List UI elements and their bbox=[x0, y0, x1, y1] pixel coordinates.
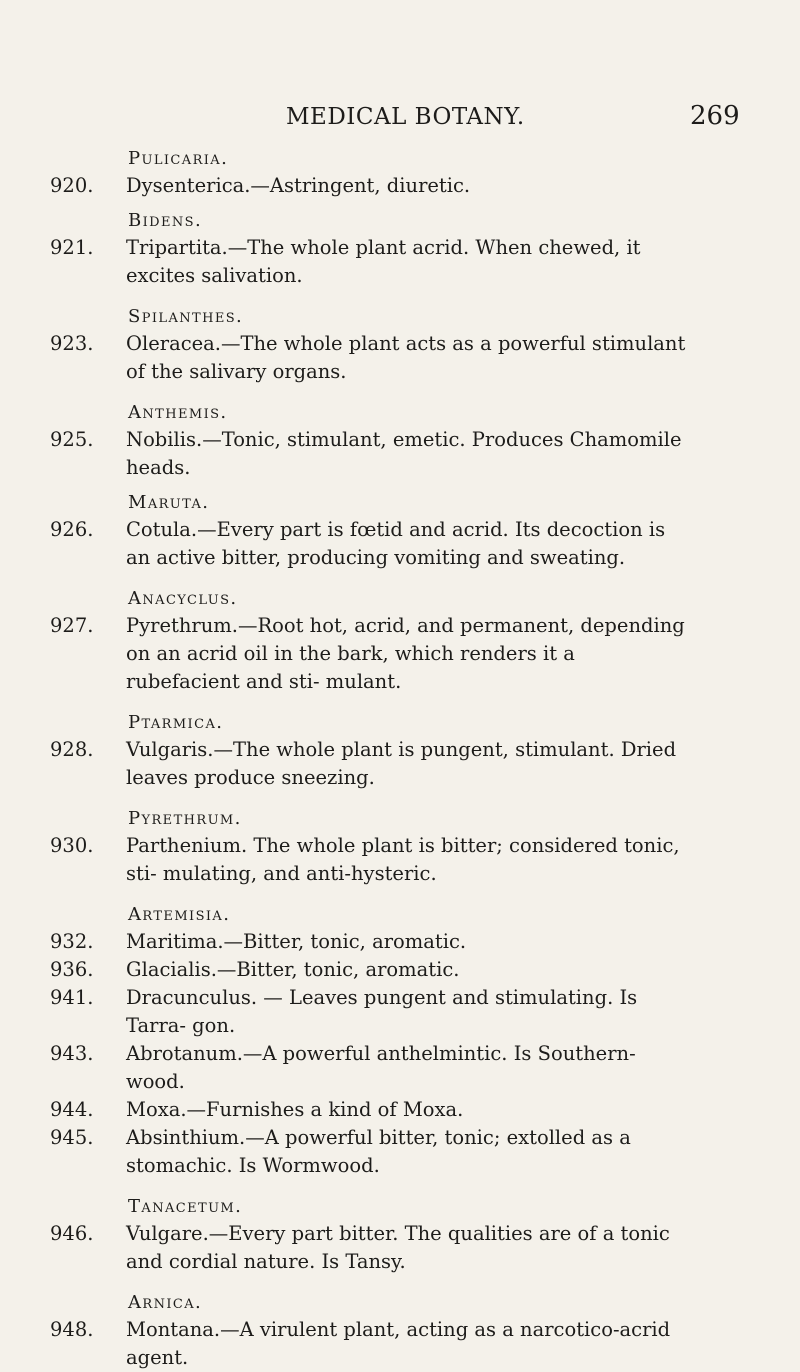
entry-text: Tripartita.—The whole plant acrid. When chewed, it excites salivation. bbox=[126, 236, 641, 287]
entry-number: 944. bbox=[50, 1098, 94, 1121]
section-maruta bbox=[50, 490, 690, 572]
entry-925 bbox=[50, 426, 690, 482]
page-number: 269 bbox=[690, 101, 740, 131]
entry-text: Pyrethrum.—Root hot, acrid, and permanent, depending on an acrid oil in the bark, which renders it a rubefacient and sti- mulant. bbox=[126, 614, 685, 693]
entry-932 bbox=[50, 928, 690, 956]
section-spilanthes bbox=[50, 304, 690, 386]
genus-heading: Anacyclus. bbox=[128, 588, 238, 609]
entry-text: Montana.—A virulent plant, acting as a narcotico-acrid agent. bbox=[126, 1318, 671, 1369]
entry-text: Vulgare.—Every part bitter. The qualities are of a tonic and cordial nature. Is Tansy. bbox=[126, 1222, 670, 1273]
entry-927 bbox=[50, 612, 690, 696]
entry-text: Maritima.—Bitter, tonic, aromatic. bbox=[126, 930, 467, 953]
entry-number: 928. bbox=[50, 738, 94, 761]
section-ptarmica bbox=[50, 710, 690, 792]
entry-number: 945. bbox=[50, 1126, 94, 1149]
entry-text: Abrotanum.—A powerful anthelmintic. Is Southern-wood. bbox=[126, 1042, 636, 1093]
entry-number: 936. bbox=[50, 958, 94, 981]
page-content bbox=[50, 146, 690, 1372]
entry-number: 925. bbox=[50, 428, 94, 451]
entry-948 bbox=[50, 1316, 690, 1372]
genus-heading: Arnica. bbox=[128, 1292, 203, 1313]
section-anacyclus bbox=[50, 586, 690, 696]
section-tanacetum bbox=[50, 1194, 690, 1276]
genus-heading: Spilanthes. bbox=[128, 306, 244, 327]
section-artemisia bbox=[50, 902, 690, 1180]
genus-heading: Pyrethrum. bbox=[128, 808, 242, 829]
genus-heading: Maruta. bbox=[128, 492, 210, 513]
entry-number: 926. bbox=[50, 518, 94, 541]
entry-number: 921. bbox=[50, 236, 94, 259]
entry-text: Nobilis.—Tonic, stimulant, emetic. Produces Chamomile heads. bbox=[126, 428, 682, 479]
entry-number: 930. bbox=[50, 834, 94, 857]
entry-text: Parthenium. The whole plant is bitter; considered tonic, sti- mulating, and anti-hysteric. bbox=[126, 834, 680, 885]
section-pyrethrum bbox=[50, 806, 690, 888]
entry-926 bbox=[50, 516, 690, 572]
genus-heading: Pulicaria. bbox=[128, 148, 229, 169]
entry-944 bbox=[50, 1096, 690, 1124]
section-bidens bbox=[50, 208, 690, 290]
entry-930 bbox=[50, 832, 690, 888]
entry-941 bbox=[50, 984, 690, 1040]
entry-928 bbox=[50, 736, 690, 792]
entry-text: Moxa.—Furnishes a kind of Moxa. bbox=[126, 1098, 464, 1121]
entry-number: 927. bbox=[50, 614, 94, 637]
entry-number: 920. bbox=[50, 174, 94, 197]
genus-heading: Anthemis. bbox=[128, 402, 228, 423]
entry-text: Cotula.—Every part is fœtid and acrid. Its decoction is an active bitter, producing vomiting and sweating. bbox=[126, 518, 666, 569]
entry-923 bbox=[50, 330, 690, 386]
entry-945 bbox=[50, 1124, 690, 1180]
genus-heading: Tanacetum. bbox=[128, 1196, 243, 1217]
section-pulicaria bbox=[50, 146, 690, 200]
entry-number: 946. bbox=[50, 1222, 94, 1245]
entry-text: Vulgaris.—The whole plant is pungent, stimulant. Dried leaves produce sneezing. bbox=[126, 738, 677, 789]
entry-920 bbox=[50, 172, 690, 200]
running-head: MEDICAL BOTANY. bbox=[286, 104, 525, 130]
genus-heading: Ptarmica. bbox=[128, 712, 224, 733]
entry-text: Absinthium.—A powerful bitter, tonic; extolled as a stomachic. Is Wormwood. bbox=[126, 1126, 631, 1177]
entry-number: 923. bbox=[50, 332, 94, 355]
entry-number: 948. bbox=[50, 1318, 94, 1341]
entry-text: Oleracea.—The whole plant acts as a powerful stimulant of the salivary organs. bbox=[126, 332, 686, 383]
entry-number: 943. bbox=[50, 1042, 94, 1065]
section-anthemis bbox=[50, 400, 690, 482]
entry-921 bbox=[50, 234, 690, 290]
entry-943 bbox=[50, 1040, 690, 1096]
entry-text: Dysenterica.—Astringent, diuretic. bbox=[126, 174, 471, 197]
entry-number: 932. bbox=[50, 930, 94, 953]
entry-text: Dracunculus. — Leaves pungent and stimulating. Is Tarra- gon. bbox=[126, 986, 638, 1037]
genus-heading: Artemisia. bbox=[128, 904, 231, 925]
entry-946 bbox=[50, 1220, 690, 1276]
entry-number: 941. bbox=[50, 986, 94, 1009]
section-arnica bbox=[50, 1290, 690, 1372]
genus-heading: Bidens. bbox=[128, 210, 203, 231]
entry-936 bbox=[50, 956, 690, 984]
entry-text: Glacialis.—Bitter, tonic, aromatic. bbox=[126, 958, 460, 981]
